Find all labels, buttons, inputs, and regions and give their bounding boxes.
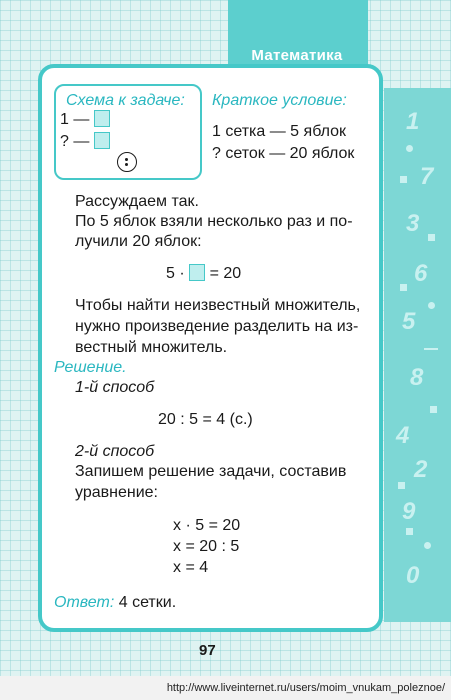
strip-digit: 6 <box>414 260 428 287</box>
rule-line-3: вестный множитель. <box>75 339 228 356</box>
equation-left: 5 · <box>166 265 185 282</box>
method-2-label: 2-й способ <box>75 443 155 460</box>
rule-line-1: Чтобы найти неизвестный множитель, <box>75 297 361 314</box>
strip-digit: 1 <box>406 108 420 135</box>
strip-dot <box>406 145 413 152</box>
strip-square <box>400 176 407 183</box>
source-url: http://www.liveinternet.ru/users/moim_vnukam_poleznoe/ <box>0 676 451 700</box>
scheme-row-2 <box>60 132 110 151</box>
scheme-row-1 <box>60 110 110 129</box>
equation-right: = 20 <box>209 265 242 282</box>
strip-digit: 7 <box>420 163 434 190</box>
reasoning-line-2: лучили 20 яблок: <box>75 233 202 250</box>
method-2-line-1: Запишем решение задачи, составив <box>75 463 347 480</box>
strip-dot <box>424 542 431 549</box>
strip-square <box>398 482 405 489</box>
empty-box-icon <box>94 132 110 149</box>
condition-line-1: 1 сетка — 5 яблок <box>212 123 347 140</box>
method-1-label: 1-й способ <box>75 379 155 396</box>
strip-square <box>428 234 435 241</box>
empty-box-icon <box>94 110 110 127</box>
strip-square <box>406 528 413 535</box>
strip-digit: 0 <box>406 562 420 589</box>
scheme-row-1-label: 1 — <box>60 111 90 128</box>
answer-label: Ответ: <box>54 594 115 611</box>
reasoning-equation <box>166 264 241 283</box>
equation-step-2: x = 20 : 5 <box>173 538 240 555</box>
condition-title: Краткое условие: <box>212 92 347 109</box>
page-number: 97 <box>199 642 216 659</box>
reasoning-line-1: По 5 яблок взяли несколько раз и по- <box>75 213 353 230</box>
answer-line <box>54 594 176 612</box>
subject-title: Математика <box>251 47 343 64</box>
condition-line-2: ? сеток — 20 яблок <box>212 145 355 162</box>
rule-line-2: нужно произведение разделить на из- <box>75 318 359 335</box>
equation-step-1: x · 5 = 20 <box>173 517 241 534</box>
strip-square <box>400 284 407 291</box>
equation-step-3: x = 4 <box>173 559 209 576</box>
strip-digit: 5 <box>402 308 416 335</box>
strip-square <box>430 406 437 413</box>
strip-line <box>424 348 438 350</box>
strip-digit: 9 <box>402 498 416 525</box>
method-1-equation: 20 : 5 = 4 (с.) <box>158 411 253 428</box>
strip-digit: 4 <box>396 422 410 449</box>
decorative-number-strip <box>384 88 451 622</box>
empty-box-icon <box>189 264 205 281</box>
strip-digit: 3 <box>406 210 420 237</box>
method-2-line-2: уравнение: <box>75 484 158 501</box>
answer-text: 4 сетки. <box>118 594 177 611</box>
strip-dot <box>428 302 435 309</box>
solution-label: Решение. <box>54 359 127 376</box>
scheme-title: Схема к задаче: <box>66 92 185 109</box>
reasoning-intro: Рассуждаем так. <box>75 193 199 210</box>
strip-digit: 8 <box>410 364 424 391</box>
division-sign-icon <box>117 152 137 172</box>
scheme-row-2-label: ? — <box>60 133 90 150</box>
strip-digit: 2 <box>414 456 428 483</box>
